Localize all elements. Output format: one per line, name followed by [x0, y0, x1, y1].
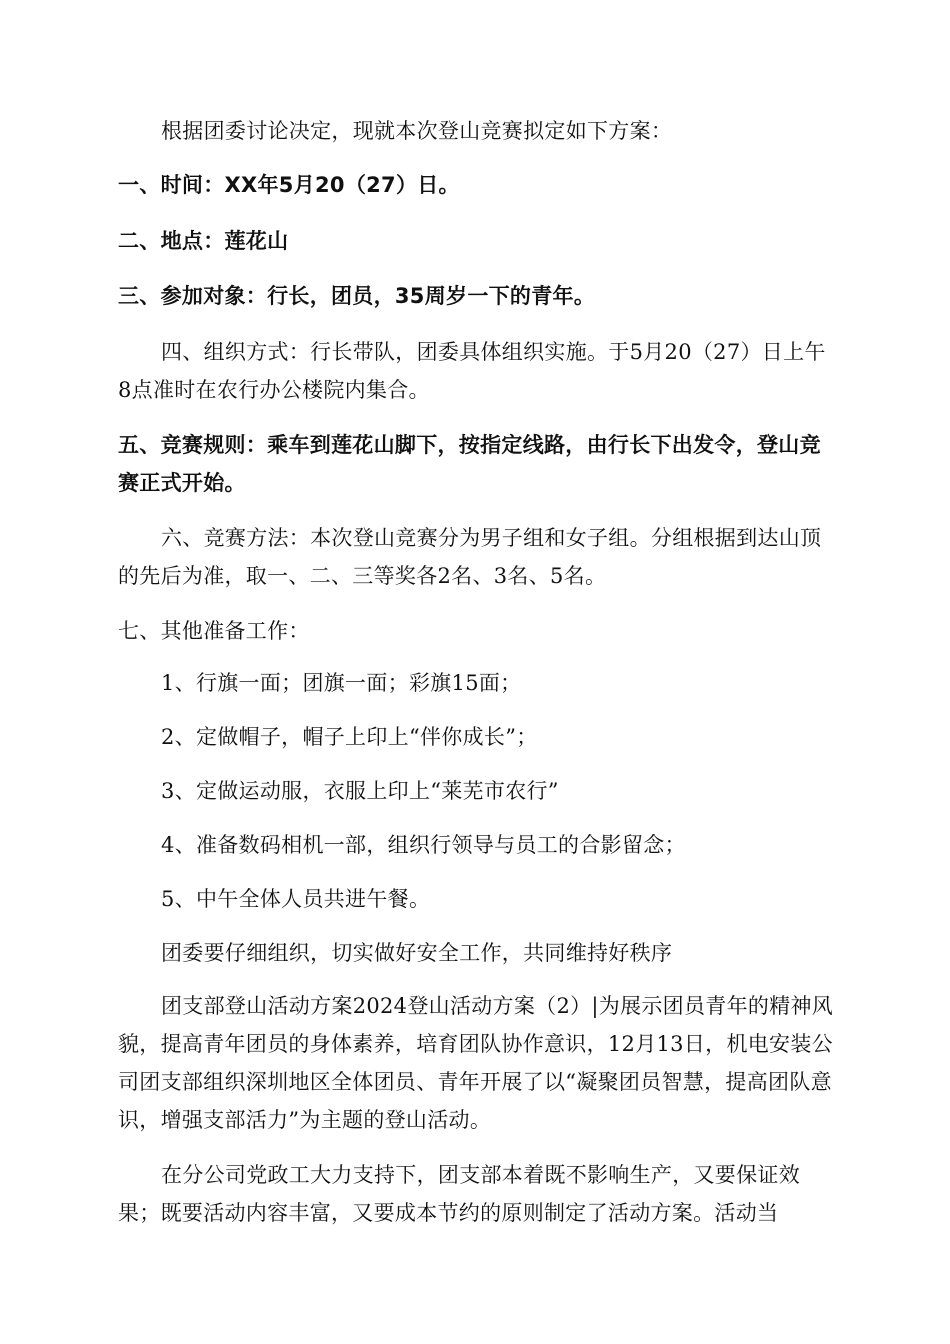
section-preparation: 七、其他准备工作：: [118, 619, 310, 643]
preparation-item: 5、中午全体人员共进午餐。: [161, 887, 431, 911]
intro-paragraph: 根据团委讨论决定，现就本次登山竞赛拟定如下方案：: [161, 119, 673, 143]
preparation-item: 2、定做帽子，帽子上印上“伴你成长”；: [161, 725, 538, 749]
closing-note: 团委要仔细组织，切实做好安全工作，共同维持好秩序: [161, 941, 673, 965]
section-location: 二、地点：莲花山: [118, 229, 289, 253]
preparation-item: 1、行旗一面；团旗一面；彩旗15面；: [161, 671, 522, 695]
section-method: 六、竞赛方法：本次登山竞赛分为男子组和女子组。分组根据到达山顶的先后为准，取一、二、三等奖各2名、3名、5名。: [118, 526, 822, 588]
preparation-item: 3、定做运动服，衣服上印上“莱芜市农行”: [161, 779, 559, 803]
activity-summary-paragraph: 团支部登山活动方案2024登山活动方案（2）|为展示团员青年的精神风貌，提高青年团员的身体素养，培育团队协作意识，12月13日，机电安装公司团支部组织深圳地区全体团员、青年开展了以“凝聚团员智慧，提高团队意识，增强支部活力”为主题的登山活动。: [118, 994, 834, 1132]
activity-plan-paragraph: 在分公司党政工大力支持下，团支部本着既不影响生产，又要保证效果；既要活动内容丰富，又要成本节约的原则制定了活动方案。活动当: [118, 1163, 800, 1225]
section-time: 一、时间：XX年5月20（27）日。: [118, 173, 460, 197]
section-rules: 五、竞赛规则：乘车到莲花山脚下，按指定线路，由行长下出发令，登山竞赛正式开始。: [118, 433, 821, 495]
preparation-item: 4、准备数码相机一部，组织行领导与员工的合影留念；: [161, 833, 686, 857]
section-organization: 四、组织方式：行长带队，团委具体组织实施。于5月20（27）日上午8点准时在农行办公楼院内集合。: [118, 340, 826, 402]
section-participants: 三、参加对象：行长，团员，35周岁一下的青年。: [118, 284, 596, 308]
